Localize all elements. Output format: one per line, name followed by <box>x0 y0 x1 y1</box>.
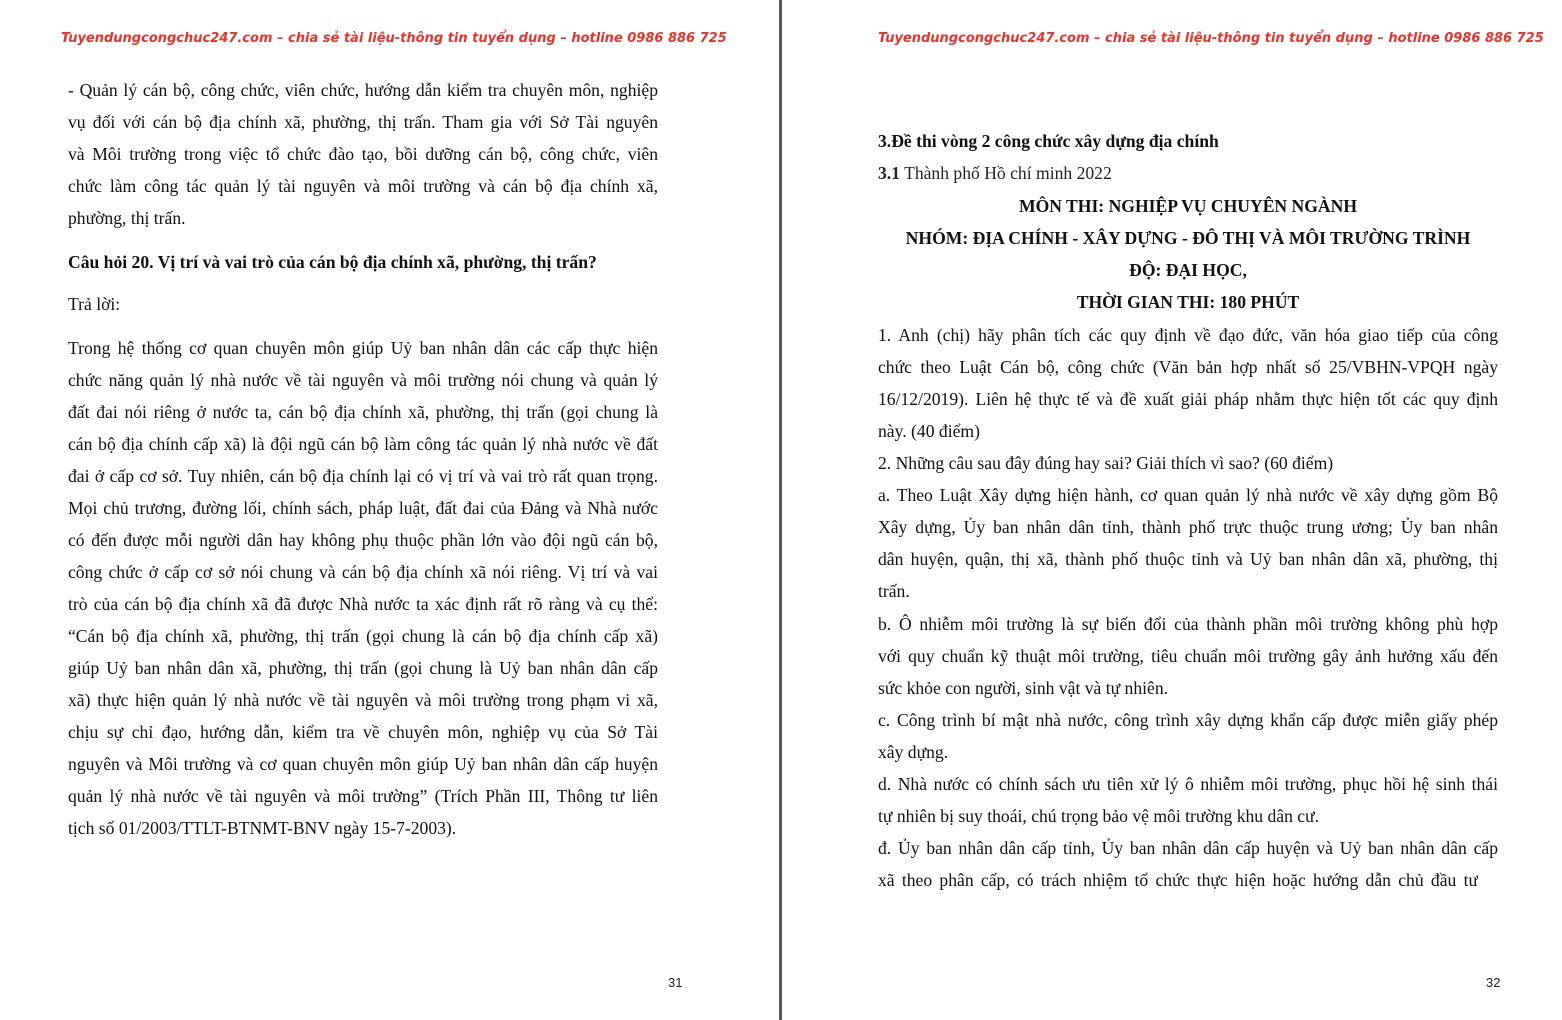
text-line: xây dựng. <box>878 742 949 762</box>
text-line: 1. Anh (chị) hãy phân tích các quy định về đạo đức, văn hóa giao tiếp của công <box>878 325 1498 345</box>
text-line: xã) thực hiện quản lý nhà nước về tài nguyên và môi trường trong phạm vi xã, <box>68 690 658 710</box>
text-line: nguyên và Môi trường và cơ quan chuyên môn giúp Uỷ ban nhân dân cấp huyện <box>68 754 658 774</box>
document-page-31 <box>0 0 780 1020</box>
text-line: 2. Những câu sau đây đúng hay sai? Giải thích vì sao? (60 điểm) <box>878 453 1334 473</box>
text-line: với quy chuẩn kỹ thuật môi trường, tiêu chuẩn môi trường gây ảnh hưởng xấu đến <box>878 646 1498 666</box>
exam-subject: MÔN THI: NGHIỆP VỤ CHUYÊN NGÀNH <box>1018 196 1358 216</box>
page-header: Tuyendungcongchuc247.com – chia sẻ tài liệu-thông tin tuyển dụng – hotline 0986 886 725 <box>878 31 1544 46</box>
text-line: sức khỏe con người, sinh vật và tự nhiên. <box>878 678 1169 698</box>
text-line: trò của cán bộ địa chính xã đã được Nhà nước ta xác định rất rõ ràng và cụ thể: <box>68 594 658 614</box>
exam-group: NHÓM: ĐỊA CHÍNH - XÂY DỰNG - ĐÔ THỊ VÀ MÔI TRƯỜNG TRÌNH <box>905 228 1471 248</box>
text-line: tịch số 01/2003/TTLT-BTNMT-BNV ngày 15-7-2003). <box>68 818 457 838</box>
answer-label: Trả lời: <box>68 294 121 314</box>
text-line: quản lý nhà nước về tài nguyên và môi trường” (Trích Phần III, Thông tư liên <box>68 786 658 806</box>
exam-time: THỜI GIAN THI: 180 PHÚT <box>1076 292 1300 312</box>
text-line: đ. Ủy ban nhân dân cấp tỉnh, Ủy ban nhân dân cấp huyện và Uỷ ban nhân dân cấp <box>878 838 1498 858</box>
question-heading: Câu hỏi 20. Vị trí và vai trò của cán bộ địa chính xã, phường, thị trấn? <box>68 252 597 272</box>
text-line: vụ đối với cán bộ địa chính xã, phường, thị trấn. Tham gia với Sở Tài nguyên <box>68 112 658 132</box>
section-title: 3.Đề thi vòng 2 công chức xây dựng địa chính <box>878 131 1219 151</box>
text-line: đất đai nói riêng ở nước ta, cán bộ địa chính xã, phường, thị trấn (gọi chung là <box>68 402 658 422</box>
text-line: Xây dựng, Ủy ban nhân dân tỉnh, thành phố trực thuộc trung ương; Ủy ban nhân <box>878 517 1498 537</box>
text-line: 16/12/2019). Liên hệ thực tế và đề xuất giải pháp nhằm thực hiện tốt các quy định <box>878 389 1498 409</box>
subsection-text: Thành phố Hồ chí minh 2022 <box>900 163 1112 183</box>
page-number: 32 <box>1486 975 1501 990</box>
text-line: và Môi trường trong việc tổ chức đào tạo, bồi dưỡng cán bộ, công chức, viên <box>68 144 658 164</box>
exam-level: ĐỘ: ĐẠI HỌC, <box>1129 260 1247 280</box>
text-line: đai ở cấp cơ sở. Tuy nhiên, cán bộ địa chính lại có vị trí và vai trò rất quan trọng. <box>68 466 658 486</box>
text-line: chức năng quản lý nhà nước về tài nguyên và môi trường nói chung và quản lý <box>68 370 658 390</box>
text-line: b. Ô nhiễm môi trường là sự biến đổi của thành phần môi trường không phù hợp <box>878 614 1498 634</box>
text-line: phường, thị trấn. <box>68 208 186 228</box>
subsection-title <box>878 163 1112 183</box>
text-line: “Cán bộ địa chính xã, phường, thị trấn (gọi chung là cán bộ địa chính cấp xã) <box>68 626 658 646</box>
text-line: giúp Uỷ ban nhân dân xã, phường, thị trấn (gọi chung là Uỷ ban nhân dân cấp <box>68 658 658 678</box>
text-line: tự nhiên bị suy thoái, chú trọng bảo vệ môi trường khu dân cư. <box>878 806 1320 826</box>
text-line: xã theo phân cấp, có trách nhiệm tổ chức thực hiện hoặc hướng dẫn chủ đầu tư <box>878 870 1478 890</box>
text-line: công chức ở cấp cơ sở nói chung và cán bộ địa chính xã nói riêng. Vị trí và vai <box>68 562 658 582</box>
text-line: a. Theo Luật Xây dựng hiện hành, cơ quan quản lý nhà nước về xây dựng gồm Bộ <box>878 485 1498 505</box>
text-line: c. Công trình bí mật nhà nước, công trình xây dựng khẩn cấp được miễn giấy phép <box>878 710 1498 730</box>
text-line: chức theo Luật Cán bộ, công chức (Văn bản hợp nhất số 25/VBHN-VPQH ngày <box>878 357 1498 377</box>
text-line: có đến được mỗi người dân hay không phụ thuộc phần lớn vào đội ngũ cán bộ, <box>68 530 658 550</box>
page-number: 31 <box>668 975 683 990</box>
page-header: Tuyendungcongchuc247.com – chia sẻ tài liệu-thông tin tuyển dụng – hotline 0986 886 725 <box>61 31 727 46</box>
text-line: này. (40 điểm) <box>878 421 980 441</box>
text-line: trấn. <box>878 581 910 601</box>
text-line: - Quản lý cán bộ, công chức, viên chức, hướng dẫn kiểm tra chuyên môn, nghiệp <box>68 80 658 100</box>
text-line: d. Nhà nước có chính sách ưu tiên xử lý ô nhiễm môi trường, phục hồi hệ sinh thái <box>878 774 1498 794</box>
page-divider <box>779 0 782 1020</box>
text-line: chịu sự chỉ đạo, hướng dẫn, kiểm tra về chuyên môn, nghiệp vụ của Sở Tài <box>68 722 658 742</box>
text-line: chức làm công tác quản lý tài nguyên và môi trường và cán bộ địa chính xã, <box>68 176 658 196</box>
text-line: Mọi chủ trương, đường lối, chính sách, pháp luật, đất đai của Đảng và Nhà nước <box>68 498 658 518</box>
subsection-number: 3.1 <box>878 163 900 183</box>
text-line: cán bộ địa chính cấp xã) là đội ngũ cán bộ làm công tác quản lý nhà nước về đất <box>68 434 658 454</box>
text-line: dân huyện, quận, thị xã, thành phố thuộc tỉnh và Uỷ ban nhân dân xã, phường, thị <box>878 549 1498 569</box>
text-line: Trong hệ thống cơ quan chuyên môn giúp Uỷ ban nhân dân các cấp thực hiện <box>68 338 658 358</box>
document-page-32 <box>783 0 1562 1020</box>
